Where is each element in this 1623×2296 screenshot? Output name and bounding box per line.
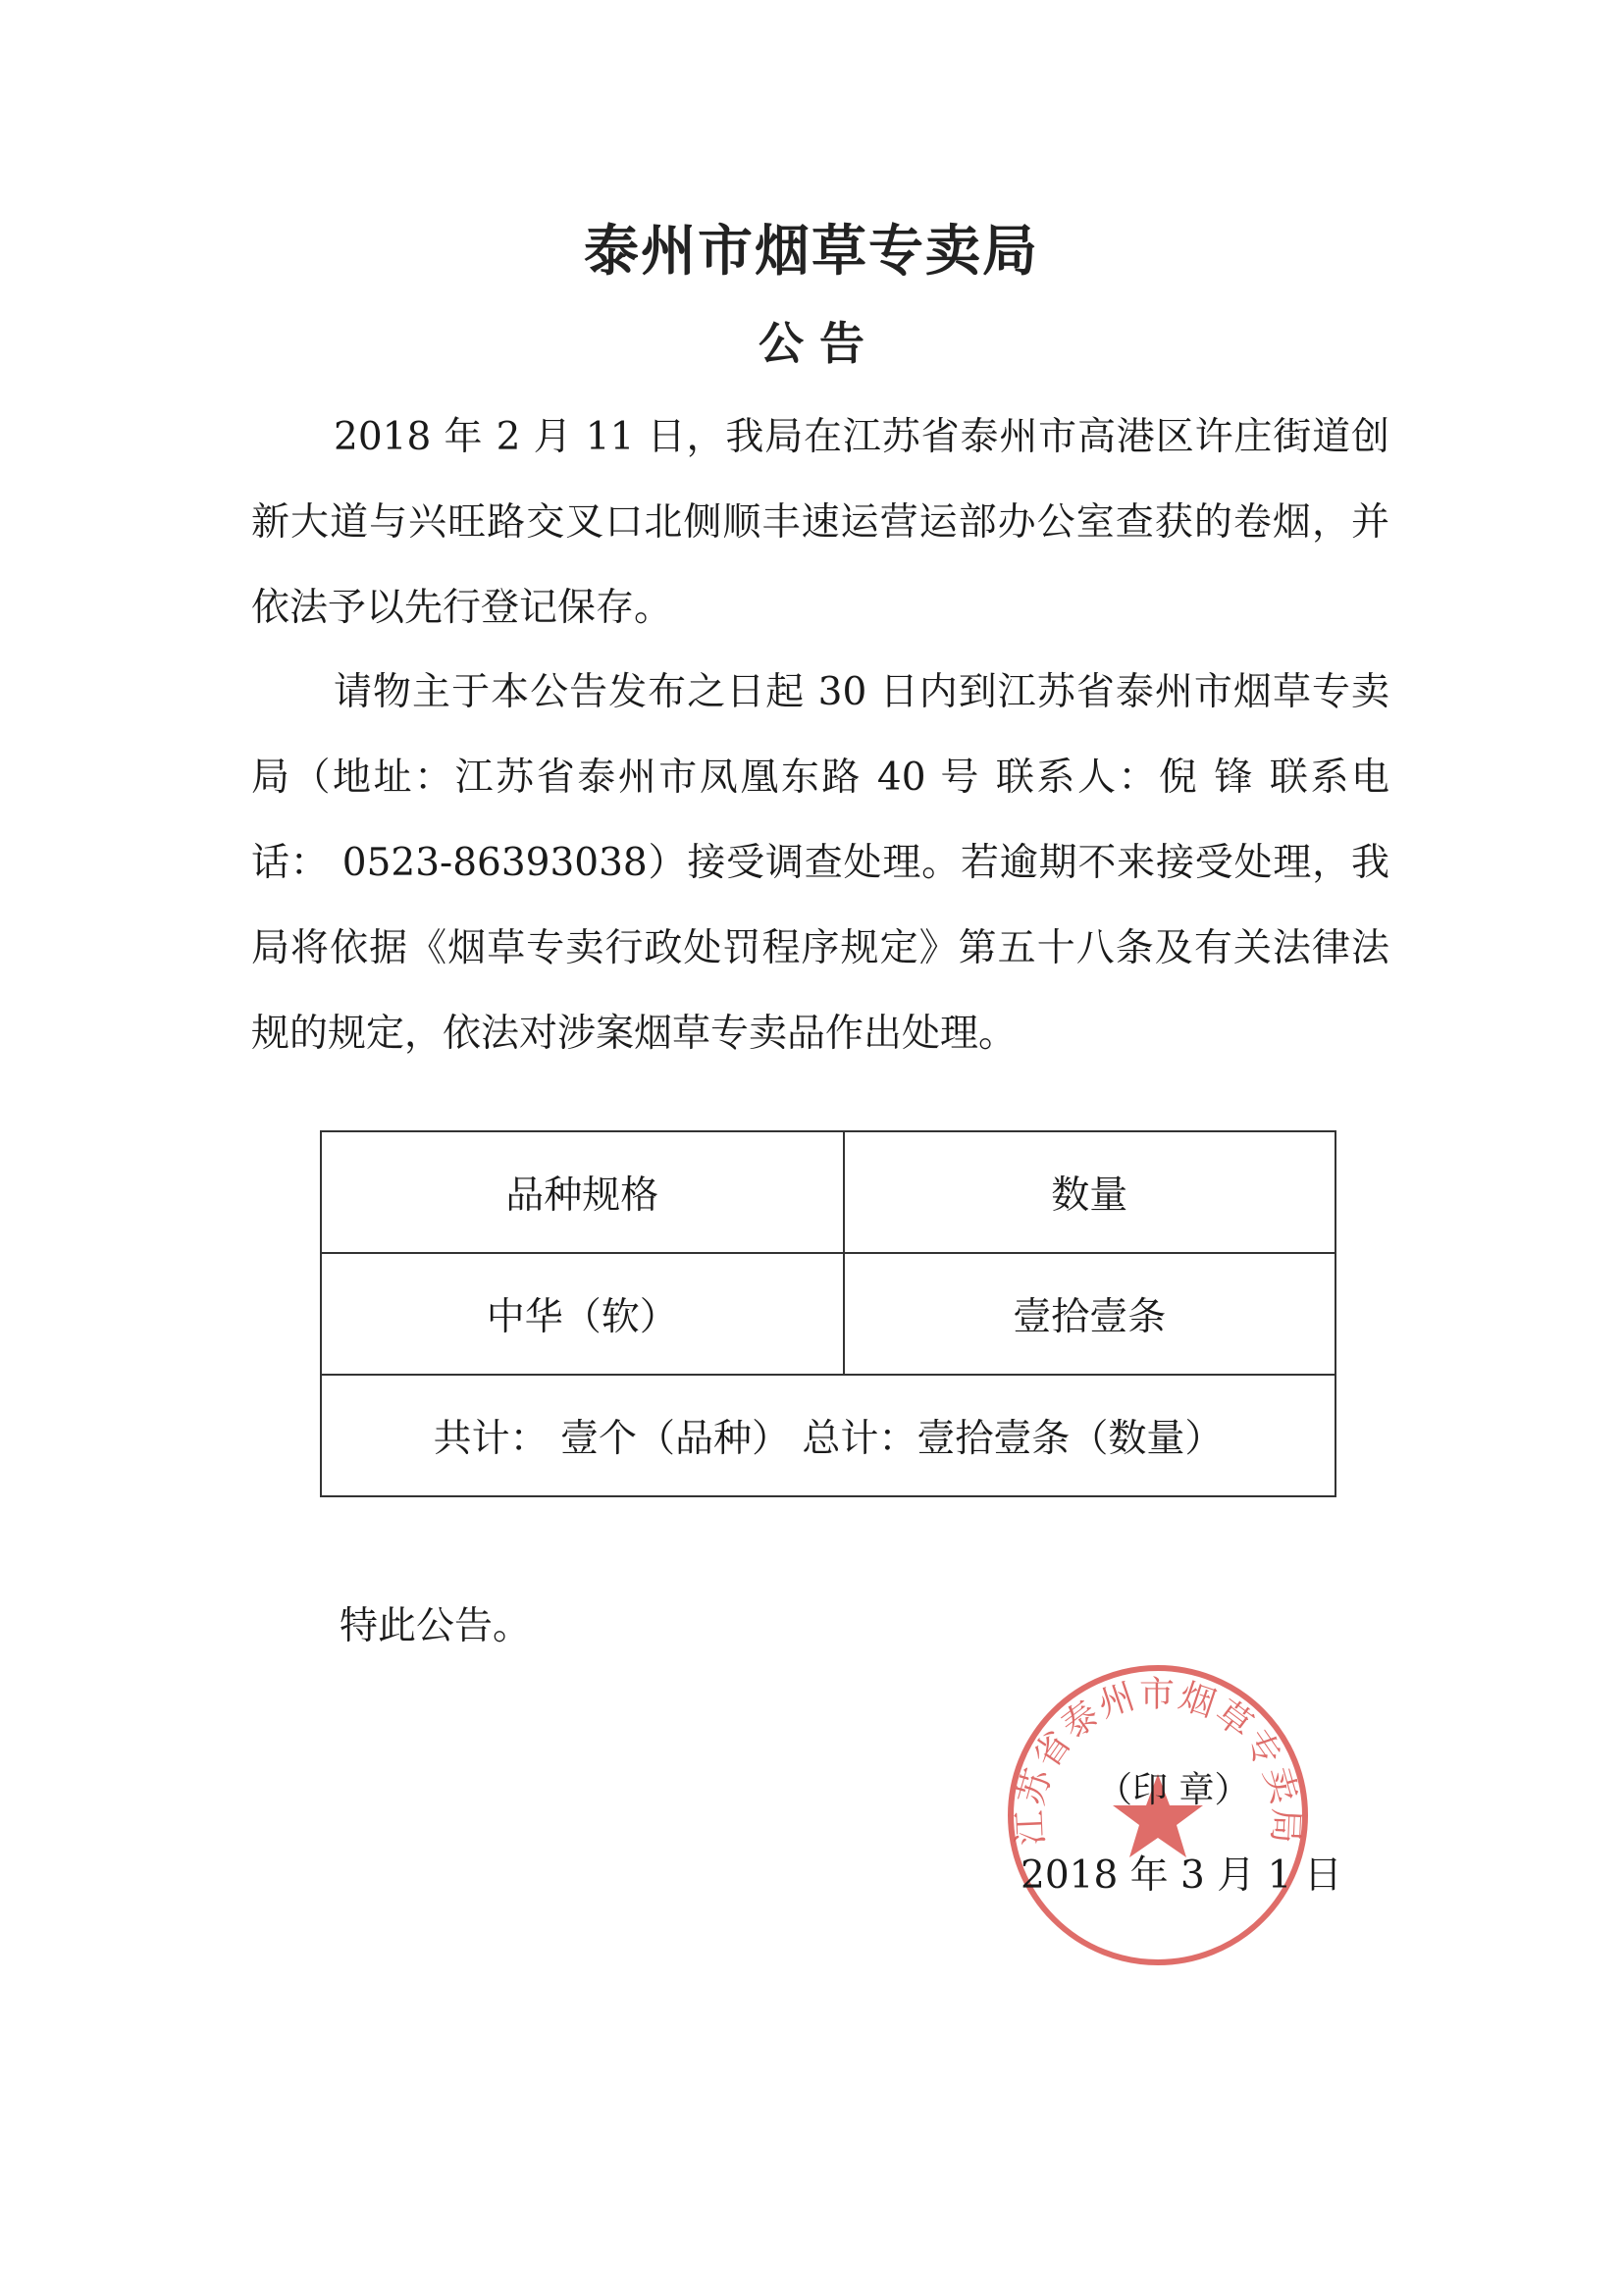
closing-statement: 特此公告。 xyxy=(340,1604,532,1648)
seal-text: 江苏省泰州市烟草专卖局 xyxy=(1010,1674,1306,1847)
table-row xyxy=(321,1253,1335,1375)
header-quantity: 数量 xyxy=(844,1131,1336,1253)
issue-date: 2018 年 3 月 1 日 xyxy=(1021,1853,1342,1898)
notice-paragraph-1: 2018 年 2 月 11 日，我局在江苏省泰州市高港区许庄街道创新大道与兴旺路交叉口北侧顺丰速运营运部办公室查获的卷烟，并依法予以先行登记保存。 xyxy=(251,415,1389,630)
cell-spec: 中华（软） xyxy=(321,1253,844,1375)
notice-paragraph-2: 请物主于本公告发布之日起 30 日内到江苏省泰州市烟草专卖局（地址：江苏省泰州市凤凰东路 40 号 联系人：倪 锋 联系电话： 0523-86393038）接受调查处理。若逾期不来接受处理，我局将依据《烟草专卖行政处罚程序规定》第五十八条及有关法律法规的规定，依法对涉案烟草专卖品作出处理。 xyxy=(251,670,1389,1056)
header-spec: 品种规格 xyxy=(321,1131,844,1253)
seal-label: （印 章） xyxy=(1097,1770,1250,1810)
total-cell: 共计： 壹个（品种） 总计：壹拾壹条（数量） xyxy=(321,1375,1335,1496)
official-seal xyxy=(1001,1658,1315,1972)
table-header-row xyxy=(321,1131,1335,1253)
seized-items-table xyxy=(320,1130,1336,1497)
document-subtitle: 公 告 xyxy=(758,317,864,370)
cell-quantity: 壹拾壹条 xyxy=(844,1253,1336,1375)
table-total-row xyxy=(321,1375,1335,1496)
document-title: 泰州市烟草专卖局 xyxy=(584,220,1039,284)
